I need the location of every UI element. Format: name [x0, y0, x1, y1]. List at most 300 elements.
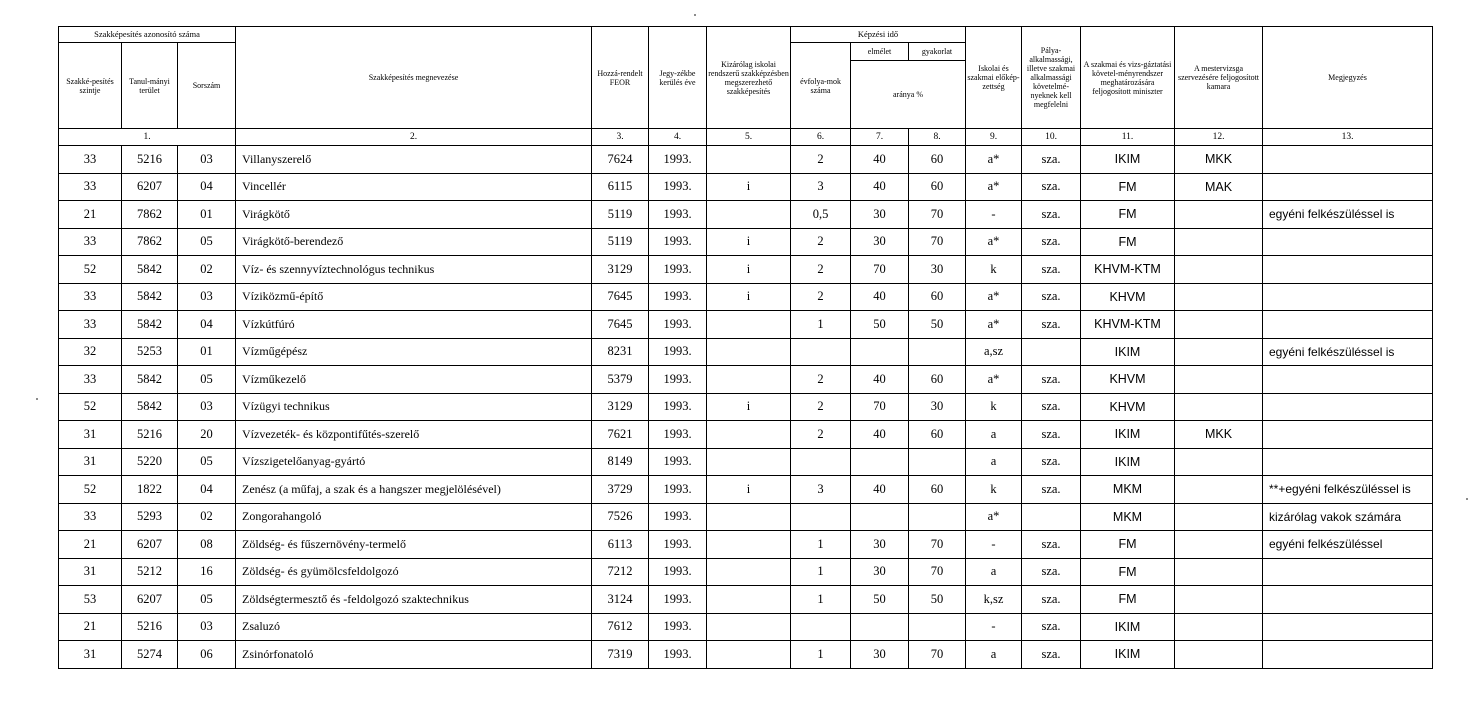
- cell-practice: 30: [909, 256, 966, 284]
- cell-level: 31: [59, 641, 122, 669]
- cell-name: Zöldségtermesztő és -feldolgozó szaktechnikus: [236, 586, 592, 614]
- scan-speck: [1466, 498, 1468, 500]
- cell-practice: [909, 338, 966, 366]
- cell-note: [1263, 421, 1433, 449]
- cell-note: **+egyéni felkészüléssel is: [1263, 476, 1433, 504]
- cell-minister: FM: [1081, 558, 1175, 586]
- cell-feor: 7645: [592, 311, 649, 339]
- cell-years: 2: [791, 421, 851, 449]
- column-number-row: [59, 129, 1433, 146]
- cell-serial: 02: [178, 256, 236, 284]
- cell-name: Zöldség- és fűszernövény-termelő: [236, 531, 592, 559]
- cell-name: Zsinórfonatoló: [236, 641, 592, 669]
- cell-theory: 70: [851, 256, 909, 284]
- cell-practice: 70: [909, 201, 966, 229]
- cell-chamber: [1175, 393, 1263, 421]
- table-row: [59, 338, 1433, 366]
- cell-prereq: a*: [966, 173, 1022, 201]
- cell-note: [1263, 228, 1433, 256]
- cell-chamber: [1175, 338, 1263, 366]
- cell-practice: 30: [909, 393, 966, 421]
- cell-aptitude: sza.: [1022, 201, 1081, 229]
- cell-minister: MKM: [1081, 503, 1175, 531]
- cell-practice: 60: [909, 421, 966, 449]
- cell-name: Virágkötő-berendező: [236, 228, 592, 256]
- cell-chamber: MKK: [1175, 421, 1263, 449]
- cell-practice: 60: [909, 366, 966, 394]
- header-group-id: Szakképesítés azonosító száma: [59, 27, 236, 43]
- cell-school-only: [707, 558, 791, 586]
- cell-years: 1: [791, 531, 851, 559]
- cell-practice: 50: [909, 311, 966, 339]
- cell-note: [1263, 256, 1433, 284]
- cell-practice: 50: [909, 586, 966, 614]
- cell-theory: 70: [851, 393, 909, 421]
- cell-feor: 8231: [592, 338, 649, 366]
- cell-year: 1993.: [649, 558, 707, 586]
- cell-years: 3: [791, 173, 851, 201]
- cell-area: 5293: [122, 503, 178, 531]
- cell-aptitude: sza.: [1022, 146, 1081, 174]
- table-row: [59, 558, 1433, 586]
- cell-feor: 7612: [592, 613, 649, 641]
- cell-area: 5216: [122, 613, 178, 641]
- cell-feor: 5119: [592, 201, 649, 229]
- cell-years: 2: [791, 146, 851, 174]
- cell-years: 2: [791, 228, 851, 256]
- cell-year: 1993.: [649, 173, 707, 201]
- cell-school-only: i: [707, 476, 791, 504]
- cell-level: 33: [59, 146, 122, 174]
- col-number: 4.: [649, 129, 707, 146]
- cell-school-only: [707, 586, 791, 614]
- cell-serial: 02: [178, 503, 236, 531]
- cell-area: 6207: [122, 173, 178, 201]
- cell-years: [791, 338, 851, 366]
- cell-level: 21: [59, 201, 122, 229]
- cell-area: 1822: [122, 476, 178, 504]
- cell-feor: 6115: [592, 173, 649, 201]
- cell-chamber: [1175, 201, 1263, 229]
- cell-school-only: [707, 531, 791, 559]
- cell-theory: 50: [851, 586, 909, 614]
- cell-minister: KHVM: [1081, 393, 1175, 421]
- cell-practice: 60: [909, 173, 966, 201]
- cell-minister: IKIM: [1081, 641, 1175, 669]
- col-number: 3.: [592, 129, 649, 146]
- cell-area: 5842: [122, 366, 178, 394]
- cell-chamber: [1175, 558, 1263, 586]
- cell-feor: 3129: [592, 393, 649, 421]
- cell-level: 33: [59, 503, 122, 531]
- header-ratio: aránya %: [851, 61, 966, 129]
- cell-practice: 60: [909, 283, 966, 311]
- cell-name: Zöldség- és gyümölcsfeldolgozó: [236, 558, 592, 586]
- table-row: [59, 146, 1433, 174]
- cell-years: 0,5: [791, 201, 851, 229]
- cell-practice: 70: [909, 228, 966, 256]
- cell-note: [1263, 586, 1433, 614]
- cell-year: 1993.: [649, 366, 707, 394]
- cell-aptitude: sza.: [1022, 586, 1081, 614]
- cell-years: 2: [791, 283, 851, 311]
- cell-theory: 30: [851, 228, 909, 256]
- cell-years: 1: [791, 586, 851, 614]
- cell-practice: 70: [909, 641, 966, 669]
- cell-serial: 04: [178, 311, 236, 339]
- cell-prereq: k: [966, 393, 1022, 421]
- cell-practice: [909, 448, 966, 476]
- cell-school-only: [707, 366, 791, 394]
- cell-school-only: [707, 311, 791, 339]
- col-number: 9.: [966, 129, 1022, 146]
- cell-prereq: a*: [966, 503, 1022, 531]
- cell-area: 7862: [122, 201, 178, 229]
- cell-serial: 05: [178, 366, 236, 394]
- cell-area: 5253: [122, 338, 178, 366]
- cell-serial: 06: [178, 641, 236, 669]
- cell-minister: IKIM: [1081, 448, 1175, 476]
- cell-practice: 60: [909, 146, 966, 174]
- cell-level: 21: [59, 531, 122, 559]
- cell-minister: FM: [1081, 586, 1175, 614]
- header-practice: gyakorlat: [909, 43, 966, 61]
- cell-prereq: a*: [966, 228, 1022, 256]
- table-header: [59, 27, 1433, 146]
- cell-prereq: a,sz: [966, 338, 1022, 366]
- cell-prereq: k,sz: [966, 586, 1022, 614]
- cell-prereq: a: [966, 421, 1022, 449]
- cell-year: 1993.: [649, 201, 707, 229]
- cell-name: Víz- és szennyvíztechnológus technikus: [236, 256, 592, 284]
- cell-feor: 3129: [592, 256, 649, 284]
- cell-aptitude: sza.: [1022, 311, 1081, 339]
- cell-note: [1263, 641, 1433, 669]
- cell-level: 52: [59, 476, 122, 504]
- cell-year: 1993.: [649, 338, 707, 366]
- cell-years: [791, 448, 851, 476]
- cell-note: [1263, 146, 1433, 174]
- cell-year: 1993.: [649, 311, 707, 339]
- cell-aptitude: sza.: [1022, 173, 1081, 201]
- header-feor: Hozzá-rendelt FEOR: [592, 27, 649, 129]
- cell-year: 1993.: [649, 531, 707, 559]
- cell-theory: 40: [851, 476, 909, 504]
- header-note: Megjegyzés: [1263, 27, 1433, 129]
- table-body: [59, 146, 1433, 669]
- cell-chamber: [1175, 448, 1263, 476]
- cell-school-only: i: [707, 283, 791, 311]
- header-group-time: Képzési idő: [791, 27, 966, 43]
- scan-speck: [36, 398, 38, 400]
- cell-minister: KHVM: [1081, 283, 1175, 311]
- cell-chamber: [1175, 476, 1263, 504]
- cell-years: 1: [791, 558, 851, 586]
- cell-year: 1993.: [649, 503, 707, 531]
- qualifications-table: [58, 26, 1433, 669]
- cell-prereq: a: [966, 558, 1022, 586]
- header-year: Jegy-zékbe kerülés éve: [649, 27, 707, 129]
- cell-chamber: [1175, 641, 1263, 669]
- table-row: [59, 448, 1433, 476]
- cell-aptitude: sza.: [1022, 393, 1081, 421]
- cell-years: 1: [791, 641, 851, 669]
- cell-serial: 16: [178, 558, 236, 586]
- cell-school-only: [707, 503, 791, 531]
- cell-year: 1993.: [649, 476, 707, 504]
- cell-chamber: [1175, 228, 1263, 256]
- cell-serial: 03: [178, 283, 236, 311]
- table-row: [59, 421, 1433, 449]
- cell-theory: 40: [851, 173, 909, 201]
- document-page: [58, 26, 1433, 669]
- table-row: [59, 311, 1433, 339]
- cell-serial: 03: [178, 613, 236, 641]
- cell-theory: 40: [851, 146, 909, 174]
- cell-year: 1993.: [649, 256, 707, 284]
- cell-area: 5842: [122, 393, 178, 421]
- cell-minister: FM: [1081, 228, 1175, 256]
- cell-years: 1: [791, 311, 851, 339]
- col-number: 10.: [1022, 129, 1081, 146]
- cell-school-only: [707, 146, 791, 174]
- cell-name: Vízügyi technikus: [236, 393, 592, 421]
- table-row: [59, 586, 1433, 614]
- cell-prereq: a*: [966, 283, 1022, 311]
- cell-level: 21: [59, 613, 122, 641]
- cell-note: [1263, 613, 1433, 641]
- cell-year: 1993.: [649, 228, 707, 256]
- cell-prereq: a: [966, 641, 1022, 669]
- cell-theory: 30: [851, 641, 909, 669]
- col-number: 12.: [1175, 129, 1263, 146]
- cell-prereq: k: [966, 476, 1022, 504]
- cell-note: [1263, 558, 1433, 586]
- cell-theory: 30: [851, 558, 909, 586]
- cell-year: 1993.: [649, 613, 707, 641]
- cell-year: 1993.: [649, 393, 707, 421]
- header-theory: elmélet: [851, 43, 909, 61]
- cell-area: 5220: [122, 448, 178, 476]
- cell-area: 6207: [122, 586, 178, 614]
- cell-area: 5842: [122, 283, 178, 311]
- cell-prereq: -: [966, 531, 1022, 559]
- table-row: [59, 173, 1433, 201]
- col-number: 1.: [59, 129, 236, 146]
- cell-school-only: i: [707, 256, 791, 284]
- cell-feor: 5379: [592, 366, 649, 394]
- cell-aptitude: [1022, 503, 1081, 531]
- cell-note: kizárólag vakok számára: [1263, 503, 1433, 531]
- header-chamber: A mestervizsga szervezésére feljogosított kamara: [1175, 27, 1263, 129]
- table-row: [59, 283, 1433, 311]
- cell-prereq: a: [966, 448, 1022, 476]
- cell-chamber: [1175, 283, 1263, 311]
- header-serial: Sorszám: [178, 43, 236, 129]
- cell-feor: 7526: [592, 503, 649, 531]
- cell-aptitude: sza.: [1022, 476, 1081, 504]
- cell-area: 5216: [122, 421, 178, 449]
- cell-note: [1263, 283, 1433, 311]
- cell-minister: IKIM: [1081, 338, 1175, 366]
- cell-feor: 7212: [592, 558, 649, 586]
- cell-chamber: [1175, 531, 1263, 559]
- cell-theory: 30: [851, 201, 909, 229]
- cell-years: 3: [791, 476, 851, 504]
- cell-minister: IKIM: [1081, 613, 1175, 641]
- cell-feor: 5119: [592, 228, 649, 256]
- cell-area: 7862: [122, 228, 178, 256]
- cell-school-only: [707, 201, 791, 229]
- col-number: 13.: [1263, 129, 1433, 146]
- cell-aptitude: sza.: [1022, 421, 1081, 449]
- scan-speck: [694, 14, 696, 16]
- cell-minister: IKIM: [1081, 421, 1175, 449]
- cell-name: Vízkútfúró: [236, 311, 592, 339]
- cell-feor: 8149: [592, 448, 649, 476]
- cell-minister: KHVM-KTM: [1081, 256, 1175, 284]
- cell-aptitude: [1022, 338, 1081, 366]
- cell-feor: 7319: [592, 641, 649, 669]
- cell-note: egyéni felkészüléssel: [1263, 531, 1433, 559]
- cell-note: [1263, 311, 1433, 339]
- cell-prereq: k: [966, 256, 1022, 284]
- col-number: 11.: [1081, 129, 1175, 146]
- cell-school-only: [707, 641, 791, 669]
- cell-aptitude: sza.: [1022, 283, 1081, 311]
- table-row: [59, 531, 1433, 559]
- cell-aptitude: sza.: [1022, 558, 1081, 586]
- cell-note: egyéni felkészüléssel is: [1263, 338, 1433, 366]
- cell-theory: 50: [851, 311, 909, 339]
- cell-chamber: [1175, 311, 1263, 339]
- cell-school-only: i: [707, 228, 791, 256]
- cell-prereq: a*: [966, 146, 1022, 174]
- cell-area: 5842: [122, 256, 178, 284]
- col-number: 6.: [791, 129, 851, 146]
- cell-note: egyéni felkészüléssel is: [1263, 201, 1433, 229]
- cell-level: 52: [59, 393, 122, 421]
- cell-theory: 30: [851, 531, 909, 559]
- cell-serial: 05: [178, 448, 236, 476]
- cell-name: Vízműgépész: [236, 338, 592, 366]
- table-row: [59, 393, 1433, 421]
- cell-aptitude: sza.: [1022, 228, 1081, 256]
- cell-year: 1993.: [649, 146, 707, 174]
- header-minister: A szakmai és vizs-gáztatási követel-ményrendszer meghatározására feljogosított miniszter: [1081, 27, 1175, 129]
- cell-name: Virágkötő: [236, 201, 592, 229]
- cell-area: 5274: [122, 641, 178, 669]
- cell-chamber: MAK: [1175, 173, 1263, 201]
- cell-level: 33: [59, 228, 122, 256]
- cell-minister: FM: [1081, 173, 1175, 201]
- header-years: évfolya-mok száma: [791, 43, 851, 129]
- cell-feor: 3729: [592, 476, 649, 504]
- cell-level: 31: [59, 421, 122, 449]
- cell-feor: 3124: [592, 586, 649, 614]
- cell-years: 2: [791, 366, 851, 394]
- cell-serial: 20: [178, 421, 236, 449]
- cell-practice: 70: [909, 531, 966, 559]
- cell-serial: 03: [178, 146, 236, 174]
- cell-year: 1993.: [649, 421, 707, 449]
- cell-level: 31: [59, 448, 122, 476]
- cell-aptitude: sza.: [1022, 256, 1081, 284]
- cell-school-only: i: [707, 173, 791, 201]
- cell-serial: 04: [178, 476, 236, 504]
- cell-aptitude: sza.: [1022, 366, 1081, 394]
- cell-level: 33: [59, 283, 122, 311]
- cell-level: 32: [59, 338, 122, 366]
- table-row: [59, 613, 1433, 641]
- header-aptitude: Pálya-alkalmassági, illetve szakmai alkalmassági követelmé-nyeknek kell megfelelni: [1022, 27, 1081, 129]
- cell-years: 2: [791, 393, 851, 421]
- cell-years: [791, 613, 851, 641]
- cell-feor: 6113: [592, 531, 649, 559]
- cell-theory: 40: [851, 283, 909, 311]
- cell-name: Zenész (a műfaj, a szak és a hangszer megjelölésével): [236, 476, 592, 504]
- cell-level: 52: [59, 256, 122, 284]
- cell-note: [1263, 393, 1433, 421]
- cell-level: 31: [59, 558, 122, 586]
- cell-prereq: a*: [966, 366, 1022, 394]
- cell-chamber: [1175, 613, 1263, 641]
- cell-serial: 08: [178, 531, 236, 559]
- col-number: 5.: [707, 129, 791, 146]
- table-row: [59, 366, 1433, 394]
- cell-prereq: -: [966, 613, 1022, 641]
- cell-practice: [909, 503, 966, 531]
- cell-minister: KHVM-KTM: [1081, 311, 1175, 339]
- col-number: 8.: [909, 129, 966, 146]
- cell-name: Zsaluzó: [236, 613, 592, 641]
- table-row: [59, 503, 1433, 531]
- cell-note: [1263, 366, 1433, 394]
- cell-years: [791, 503, 851, 531]
- header-prereq: Iskolai és szakmai előkép-zettség: [966, 27, 1022, 129]
- header-school-only: Kizárólag iskolai rendszerű szakképzésben megszerezhető szakképesítés: [707, 27, 791, 129]
- cell-serial: 01: [178, 338, 236, 366]
- cell-minister: FM: [1081, 201, 1175, 229]
- cell-minister: FM: [1081, 531, 1175, 559]
- cell-chamber: [1175, 366, 1263, 394]
- cell-prereq: -: [966, 201, 1022, 229]
- cell-school-only: i: [707, 393, 791, 421]
- table-row: [59, 256, 1433, 284]
- cell-chamber: [1175, 503, 1263, 531]
- cell-theory: [851, 448, 909, 476]
- cell-serial: 03: [178, 393, 236, 421]
- cell-minister: MKM: [1081, 476, 1175, 504]
- cell-school-only: [707, 338, 791, 366]
- cell-area: 5216: [122, 146, 178, 174]
- cell-theory: [851, 338, 909, 366]
- cell-name: Zongorahangoló: [236, 503, 592, 531]
- cell-year: 1993.: [649, 448, 707, 476]
- cell-serial: 04: [178, 173, 236, 201]
- cell-aptitude: sza.: [1022, 448, 1081, 476]
- cell-theory: 40: [851, 366, 909, 394]
- cell-serial: 05: [178, 586, 236, 614]
- cell-theory: [851, 503, 909, 531]
- col-number: 7.: [851, 129, 909, 146]
- col-number: 2.: [236, 129, 592, 146]
- table-row: [59, 201, 1433, 229]
- cell-aptitude: sza.: [1022, 613, 1081, 641]
- header-name: Szakképesítés megnevezése: [236, 27, 592, 129]
- header-level: Szakké-pesítés szintje: [59, 43, 122, 129]
- cell-name: Víziközmű-építő: [236, 283, 592, 311]
